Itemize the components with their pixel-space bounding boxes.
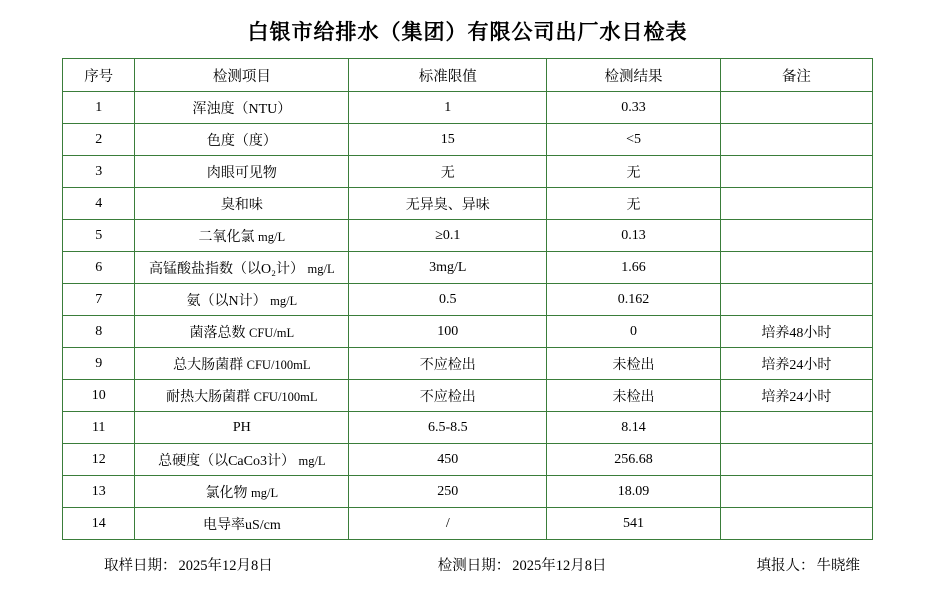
cell-limit: 15	[349, 124, 547, 156]
table-row	[63, 188, 873, 220]
cell-no: 1	[63, 92, 135, 124]
filler-label: 填报人：	[756, 558, 815, 574]
column-header-no: 序号	[63, 59, 135, 92]
table-row	[63, 444, 873, 476]
cell-item-unit: CFU/100mL	[246, 357, 311, 372]
cell-item-text: 总硬度（以CaCo3计）	[158, 453, 295, 469]
table-row	[63, 316, 873, 348]
table-row	[63, 220, 873, 252]
cell-item-text: 总大肠菌群	[173, 357, 244, 373]
cell-item-text: 浑浊度（NTU）	[192, 101, 292, 117]
cell-result: 0	[547, 316, 720, 348]
cell-no: 4	[63, 188, 135, 220]
cell-item	[135, 380, 349, 412]
cell-item	[135, 284, 349, 316]
table-row	[63, 284, 873, 316]
sample-date-value: 2025年12月8日	[178, 558, 273, 574]
cell-limit: 450	[349, 444, 547, 476]
cell-item-text: 电导率uS/cm	[202, 517, 281, 533]
cell-item	[135, 92, 349, 124]
cell-item	[135, 348, 349, 380]
cell-item-text: 高锰酸盐指数（以O₂计）	[149, 261, 305, 277]
cell-limit: 不应检出	[349, 348, 547, 380]
table-row	[63, 348, 873, 380]
table-row	[63, 252, 873, 284]
cell-item-text: 耐热大肠菌群	[166, 389, 251, 405]
cell-item	[135, 156, 349, 188]
cell-result: 无	[547, 156, 720, 188]
column-header-limit: 标准限值	[349, 59, 547, 92]
cell-remark: 培养24小时	[720, 380, 872, 412]
cell-item-unit: mg/L	[307, 261, 335, 276]
cell-no: 8	[63, 316, 135, 348]
cell-item-text: 氨（以N计）	[186, 293, 267, 309]
cell-result: 未检出	[547, 380, 720, 412]
report-footer	[0, 554, 935, 575]
cell-no: 9	[63, 348, 135, 380]
cell-limit: 6.5-8.5	[349, 412, 547, 444]
cell-no: 6	[63, 252, 135, 284]
cell-no: 13	[63, 476, 135, 508]
cell-item	[135, 188, 349, 220]
cell-no: 10	[63, 380, 135, 412]
cell-remark	[720, 124, 872, 156]
table-row	[63, 92, 873, 124]
cell-limit: 无	[349, 156, 547, 188]
cell-limit: 1	[349, 92, 547, 124]
cell-no: 2	[63, 124, 135, 156]
table-row	[63, 156, 873, 188]
cell-remark	[720, 412, 872, 444]
column-header-result: 检测结果	[547, 59, 720, 92]
cell-limit: ≥0.1	[349, 220, 547, 252]
cell-result: 0.13	[547, 220, 720, 252]
cell-remark: 培养48小时	[720, 316, 872, 348]
cell-item	[135, 476, 349, 508]
cell-item-unit: mg/L	[251, 485, 279, 500]
cell-result: 无	[547, 188, 720, 220]
column-header-item: 检测项目	[135, 59, 349, 92]
table-header-row	[63, 59, 873, 92]
cell-item	[135, 316, 349, 348]
cell-no: 12	[63, 444, 135, 476]
filler-value: 牛晓维	[816, 558, 860, 574]
cell-limit: 250	[349, 476, 547, 508]
table-row	[63, 476, 873, 508]
test-date-label: 检测日期：	[437, 558, 511, 574]
table-row	[63, 508, 873, 540]
cell-remark	[720, 156, 872, 188]
cell-no: 7	[63, 284, 135, 316]
cell-result: <5	[547, 124, 720, 156]
cell-remark	[720, 188, 872, 220]
cell-remark	[720, 508, 872, 540]
cell-item-text: 菌落总数	[189, 325, 246, 341]
cell-item-text: 肉眼可见物	[206, 165, 277, 181]
cell-limit: 不应检出	[349, 380, 547, 412]
cell-item	[135, 444, 349, 476]
page-title: 白银市给排水（集团）有限公司出厂水日检表	[247, 20, 688, 44]
cell-item	[135, 508, 349, 540]
cell-limit: 3mg/L	[349, 252, 547, 284]
cell-remark	[720, 252, 872, 284]
cell-result: 8.14	[547, 412, 720, 444]
cell-remark	[720, 444, 872, 476]
cell-remark: 培养24小时	[720, 348, 872, 380]
cell-no: 3	[63, 156, 135, 188]
column-header-remark: 备注	[720, 59, 872, 92]
cell-item-unit: CFU/100mL	[253, 389, 318, 404]
daily-inspection-table	[62, 58, 873, 540]
cell-remark	[720, 220, 872, 252]
cell-no: 11	[63, 412, 135, 444]
cell-item-unit: mg/L	[270, 293, 298, 308]
cell-limit: 0.5	[349, 284, 547, 316]
table-row	[63, 412, 873, 444]
cell-item-text: 色度（度）	[206, 133, 277, 149]
table-row	[63, 124, 873, 156]
cell-remark	[720, 284, 872, 316]
cell-no: 14	[63, 508, 135, 540]
table-container	[0, 58, 935, 540]
cell-result: 1.66	[547, 252, 720, 284]
table-body	[63, 92, 873, 540]
cell-limit: /	[349, 508, 547, 540]
sample-date-label: 取样日期：	[104, 558, 177, 574]
cell-item-text: 臭和味	[220, 197, 263, 213]
cell-result: 541	[547, 508, 720, 540]
cell-item-text: 氯化物	[205, 485, 248, 501]
cell-limit: 100	[349, 316, 547, 348]
test-date-value: 2025年12月8日	[512, 558, 607, 574]
cell-item-unit: CFU/mL	[249, 325, 295, 340]
cell-result: 256.68	[547, 444, 720, 476]
cell-remark	[720, 92, 872, 124]
cell-item	[135, 124, 349, 156]
cell-result: 0.162	[547, 284, 720, 316]
cell-item-unit: mg/L	[298, 453, 326, 468]
cell-remark	[720, 476, 872, 508]
cell-result: 未检出	[547, 348, 720, 380]
cell-item-text: 二氧化氯	[198, 229, 255, 245]
cell-item	[135, 412, 349, 444]
cell-result: 18.09	[547, 476, 720, 508]
cell-item-unit: mg/L	[258, 229, 286, 244]
cell-no: 5	[63, 220, 135, 252]
table-row	[63, 380, 873, 412]
table-header	[63, 59, 873, 92]
cell-result: 0.33	[547, 92, 720, 124]
cell-item	[135, 220, 349, 252]
cell-limit: 无异臭、异味	[349, 188, 547, 220]
cell-item-text: PH	[232, 419, 251, 435]
cell-item	[135, 252, 349, 284]
